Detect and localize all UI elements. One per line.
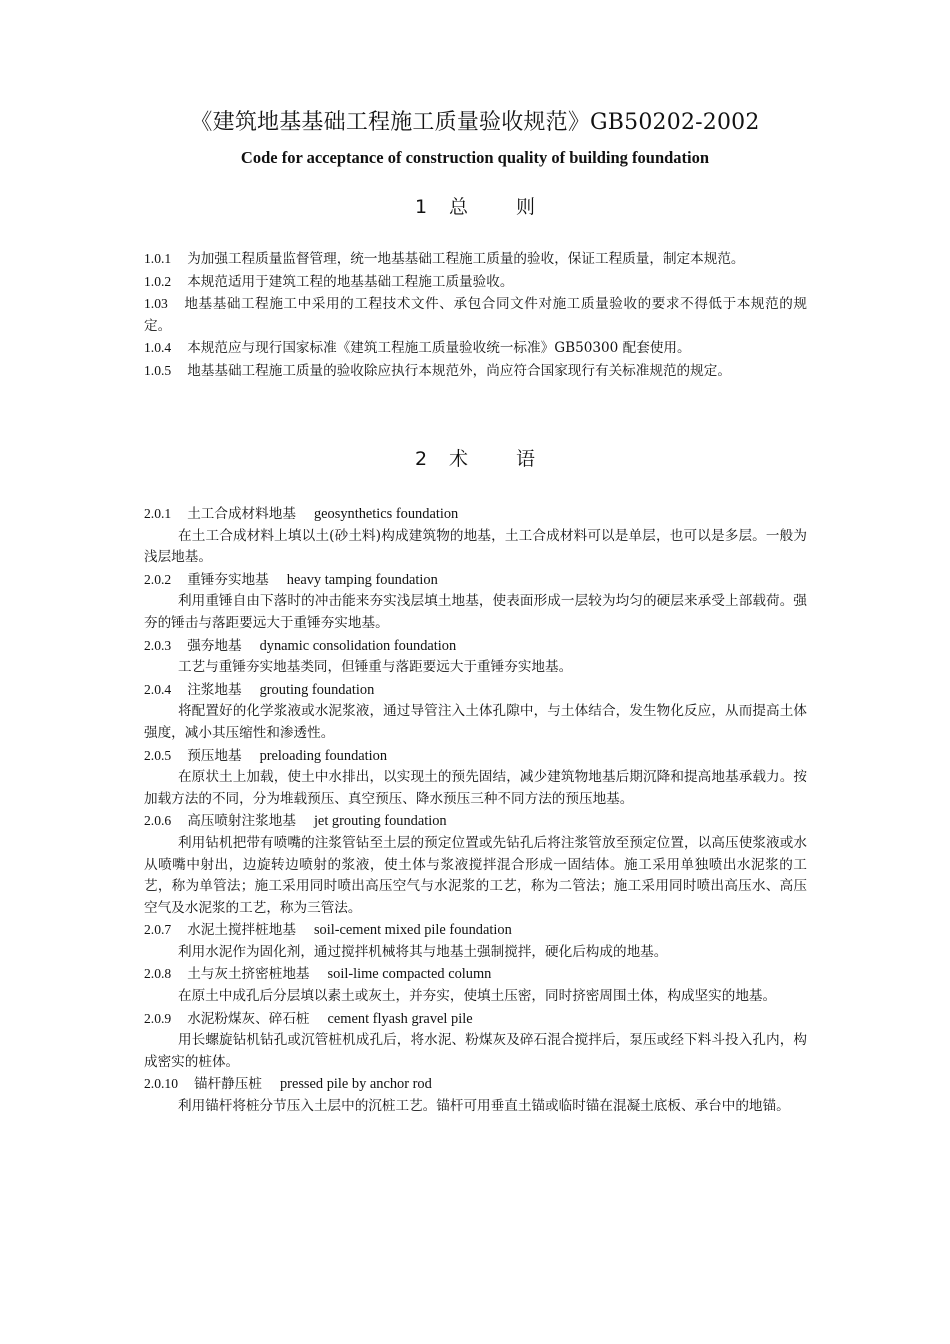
term-heading: [144, 503, 807, 526]
clause-text: 本规范适用于建筑工程的地基基础工程施工质量验收。: [187, 273, 514, 290]
chapter-1-heading: [0, 192, 950, 222]
clause-text: 地基基础工程施工中采用的工程技术文件、承包合同文件对施工质量验收的要求不得低于本规范的规定。: [144, 296, 807, 334]
term-heading: [144, 569, 807, 592]
term-definition: 将配置好的化学浆液或水泥浆液，通过导管注入土体孔隙中，与土体结合，发生物化反应，从而提高土体强度，减小其压缩性和渗透性。: [144, 703, 807, 741]
term-cn: 锚杆静压桩: [193, 1076, 262, 1093]
term-heading: [144, 963, 807, 986]
chapter-2-body: [144, 503, 807, 1118]
clause-code: 1.0.5: [144, 362, 172, 378]
term-cn: 强夯地基: [187, 637, 242, 654]
term-definition: 在原土中成孔后分层填以素土或灰土，并夯实，使填土压密，同时挤密周围土体，构成坚实的地基。: [178, 988, 777, 1005]
term-code: 2.0.9: [144, 1010, 172, 1026]
chapter-2-number: 2: [414, 448, 428, 470]
term-en: cement flyash gravel pile: [327, 1010, 473, 1027]
term-definition: 在土工合成材料上填以土(砂土料)构成建筑物的地基，土工合成材料可以是单层，也可以是多层。一般为浅层地基。: [144, 527, 807, 566]
term-heading: [144, 635, 807, 658]
term-heading: [144, 919, 807, 942]
term-en: pressed pile by anchor rod: [279, 1076, 432, 1093]
term-en: soil-lime compacted column: [327, 966, 492, 983]
chapter-1-number: 1: [414, 196, 428, 218]
term-en: dynamic consolidation foundation: [259, 637, 457, 654]
term-code: 2.0.8: [144, 966, 172, 982]
term-code: 2.0.3: [144, 637, 172, 653]
term-heading: [144, 1073, 807, 1096]
term-code: 2.0.7: [144, 922, 172, 938]
chapter-2-word-2: 语: [516, 448, 536, 470]
clause-text: 地基基础工程施工质量的验收除应执行本规范外，尚应符合国家现行有关标准规范的规定。: [187, 362, 731, 379]
term-heading: [144, 810, 807, 833]
term-cn: 水泥土搅拌桩地基: [187, 922, 296, 939]
term-en: soil-cement mixed pile foundation: [313, 922, 512, 939]
term-definition: 利用钻机把带有喷嘴的注浆管钻至土层的预定位置或先钻孔后将注浆管放至预定位置，以高压使浆液或水从喷嘴中射出，边旋转边喷射的浆液，使土体与浆液搅拌混合形成一固结体。施工采用单独喷出水泥浆的工艺，称为单管法；施工采用同时喷出高压空气与水泥浆的工艺，称为二管法；施工采用同时喷出高压水、高压空气及水泥浆的工艺，称为三管法。: [144, 834, 807, 916]
clause-code: 1.03: [144, 296, 168, 312]
term-definition: 工艺与重锤夯实地基类同，但锤重与落距要远大于重锤夯实地基。: [178, 659, 573, 676]
term-cn: 预压地基: [187, 747, 242, 764]
chapter-1-body: [144, 248, 807, 383]
term-code: 2.0.5: [144, 747, 172, 763]
term-definition: 利用水泥作为固化剂，通过搅拌机械将其与地基土强制搅拌，硬化后构成的地基。: [178, 943, 668, 960]
clause: [144, 360, 807, 383]
term-definition: 在原状土上加载，使土中水排出，以实现土的预先固结，减少建筑物地基后期沉降和提高地基承载力。按加载方法的不同，分为堆载预压、真空预压、降水预压三种不同方法的预压地基。: [144, 769, 807, 807]
term-en: preloading foundation: [259, 747, 388, 764]
chapter-1-word-1: 总: [449, 196, 469, 218]
chapter-2-heading: [0, 444, 950, 474]
term-code: 2.0.1: [144, 506, 172, 521]
term-code: 2.0.10: [144, 1076, 178, 1092]
term-cn: 水泥粉煤灰、碎石桩: [187, 1010, 310, 1027]
chapter-1-word-2: 则: [516, 196, 536, 218]
term-cn: 土与灰土挤密桩地基: [187, 966, 310, 983]
clause-text: 为加强工程质量监督管理，统一地基基础工程施工质量的验收，保证工程质量，制定本规范。: [187, 251, 745, 267]
clause: [144, 248, 807, 271]
term-code: 2.0.2: [144, 571, 172, 587]
clause-code: 1.0.2: [144, 273, 172, 289]
term-heading: [144, 745, 807, 768]
clause-text: 本规范应与现行国家标准《建筑工程施工质量验收统一标准》GB50300 配套使用。: [187, 340, 691, 357]
clause: [144, 337, 807, 360]
clause-code: 1.0.1: [144, 251, 172, 266]
term-definition: 用长螺旋钻机钻孔或沉管桩机成孔后，将水泥、粉煤灰及碎石混合搅拌后，泵压或经下料斗投入孔内，构成密实的桩体。: [144, 1032, 807, 1070]
term-heading: [144, 1008, 807, 1031]
clause: [144, 271, 807, 294]
chapter-2-word-1: 术: [449, 448, 469, 470]
term-en: geosynthetics foundation: [313, 506, 459, 522]
term-cn: 高压喷射注浆地基: [187, 813, 296, 830]
term-cn: 注浆地基: [187, 681, 242, 698]
clause-code: 1.0.4: [144, 340, 172, 356]
term-heading: [144, 679, 807, 702]
term-cn: 重锤夯实地基: [187, 571, 269, 588]
clause: [144, 293, 807, 337]
document-subtitle: Code for acceptance of construction quality of building foundation: [240, 148, 710, 167]
term-definition: 利用重锤自由下落时的冲击能来夯实浅层填土地基，使表面形成一层较为均匀的硬层来承受上部载荷。强夯的锤击与落距要远大于重锤夯实地基。: [144, 593, 807, 631]
term-cn: 土工合成材料地基: [187, 506, 296, 522]
term-en: jet grouting foundation: [313, 813, 447, 830]
term-en: heavy tamping foundation: [286, 571, 438, 588]
term-code: 2.0.6: [144, 813, 172, 829]
term-en: grouting foundation: [259, 681, 375, 698]
term-definition: 利用锚杆将桩分节压入土层中的沉桩工艺。锚杆可用垂直土锚或临时锚在混凝土底板、承台中的地锚。: [178, 1098, 790, 1115]
document-title: 《建筑地基基础工程施工质量验收规范》GB50202-2002: [190, 110, 760, 135]
term-code: 2.0.4: [144, 681, 172, 697]
